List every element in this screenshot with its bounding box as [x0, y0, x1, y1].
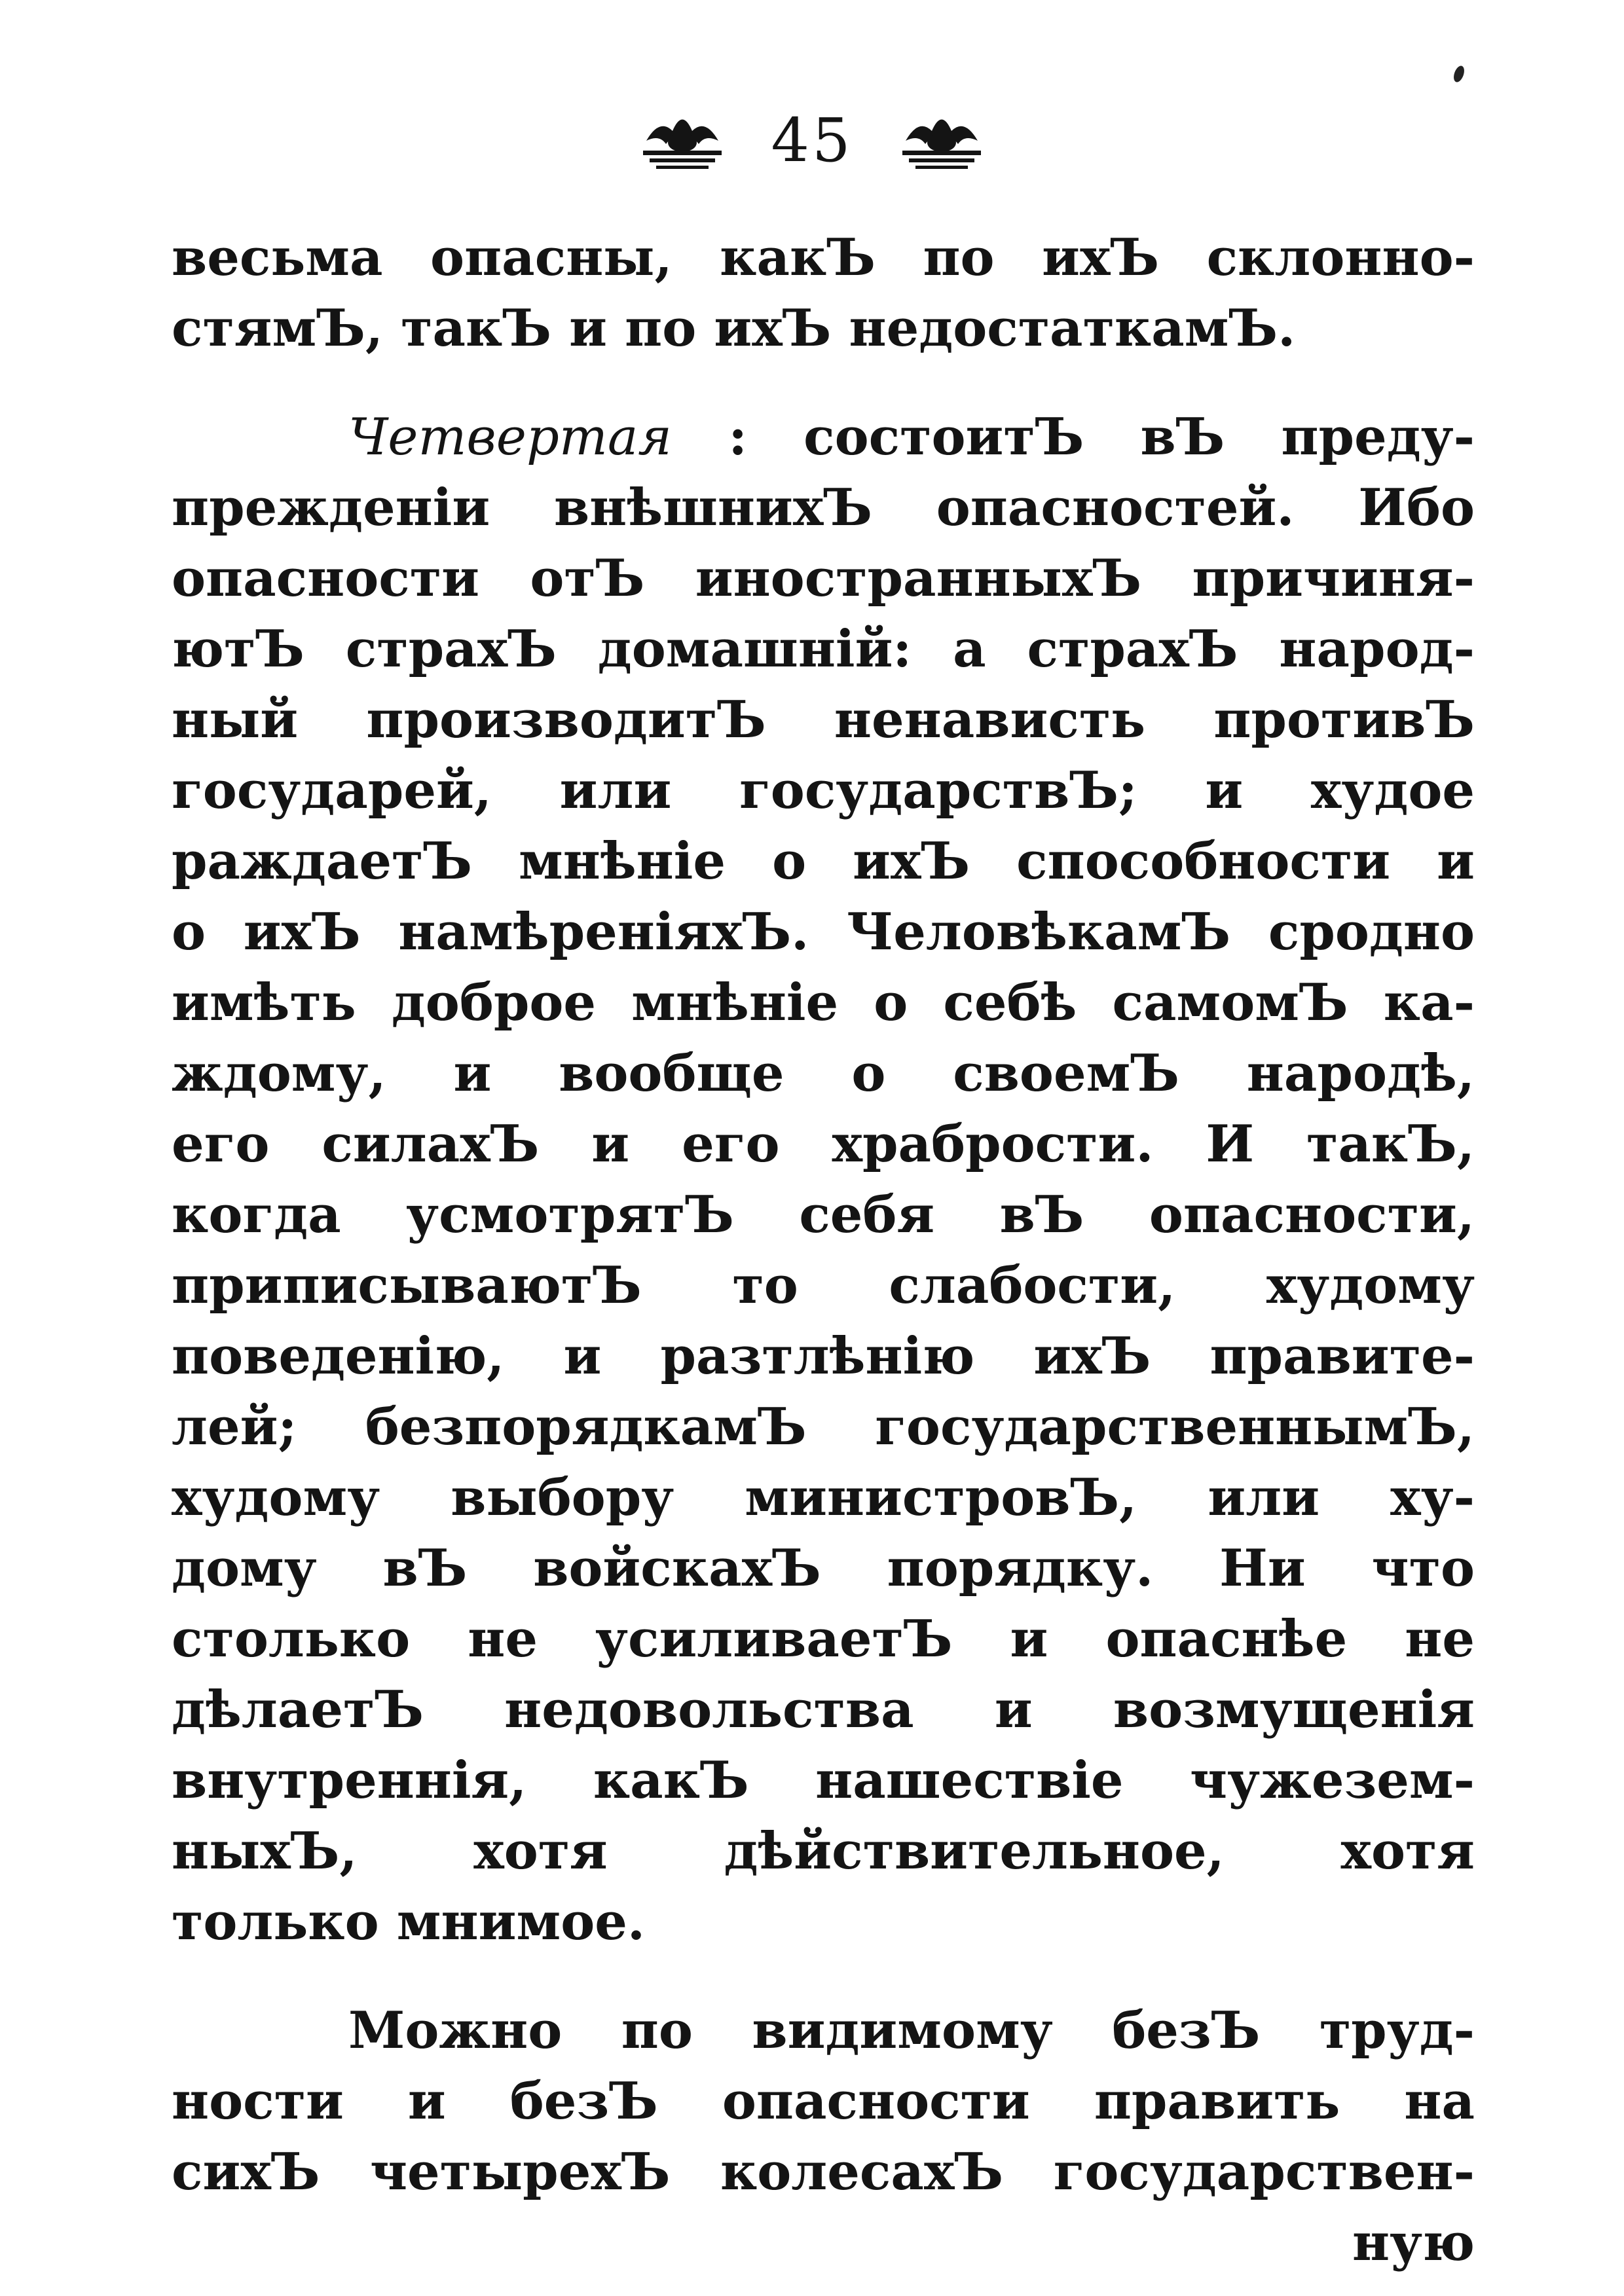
text-line: сихЪ четырехЪ колесахЪ государствен- [172, 2142, 1475, 2202]
text-line: лей; безпорядкамЪ государственнымЪ, [172, 1397, 1475, 1457]
text-line: дѣлаетЪ недовольства и возмущенія [172, 1680, 1475, 1740]
ink-speck [1452, 64, 1466, 83]
text-line: внутреннія, какЪ нашествіе чужезем- [172, 1751, 1475, 1810]
text-line: его силахЪ и его храбрости. И такЪ, [172, 1114, 1475, 1174]
text-line: ныхЪ, хотя дѣйствительное, хотя [172, 1821, 1475, 1881]
catchword: ную [1352, 2213, 1475, 2272]
text-line: худому выбору министровЪ, или ху- [172, 1468, 1475, 1527]
text-line [172, 402, 1475, 473]
text-line: имѣть доброе мнѣніе о себѣ самомЪ ка- [172, 973, 1475, 1032]
paragraph-lead: Четвертая [348, 408, 673, 467]
text-line: государей, или государствЪ; и худое [172, 761, 1475, 820]
text-line: поведенію, и разтлѣнію ихЪ правите- [172, 1326, 1475, 1386]
text-line-fragment: : состоитЪ вЪ преду- [728, 407, 1475, 467]
text-line: приписываютЪ то слабости, худому [172, 1256, 1475, 1315]
text-line: раждаетЪ мнѣніе о ихЪ способности и [172, 831, 1475, 891]
text-line: когда усмотрятЪ себя вЪ опасности, [172, 1185, 1475, 1245]
text-line: ный производитЪ ненависть противЪ [172, 690, 1475, 750]
text-line: стямЪ, такЪ и по ихЪ недостаткамЪ. [172, 299, 1296, 358]
text-line: о ихЪ намѣреніяхЪ. ЧеловѣкамЪ сродно [172, 902, 1475, 962]
text-line: ности и безЪ опасности править на [172, 2071, 1475, 2131]
text-line: прежденіи внѣшнихЪ опасностей. Ибо [172, 478, 1475, 538]
body-text [172, 223, 1475, 2278]
text-line: дому вЪ войскахЪ порядку. Ни что [172, 1539, 1475, 1598]
text-line: столько не усиливаетЪ и опаснѣе не [172, 1609, 1475, 1669]
text-line: весьма опасны, какЪ по ихЪ склонно- [172, 228, 1475, 287]
text-line: Можно по видимому безЪ труд- [348, 2001, 1475, 2060]
page-header [0, 105, 1624, 177]
crowned-vignette-icon [893, 105, 991, 177]
text-line: только мнимое. [172, 1892, 646, 1952]
text-line: опасности отЪ иностранныхЪ причиня- [172, 549, 1475, 608]
text-line: ждому, и вообще о своемЪ народѣ, [172, 1044, 1475, 1103]
page-number: 45 [771, 105, 853, 175]
crowned-vignette-icon [633, 105, 731, 177]
text-line: ютЪ страхЪ домашній: а страхЪ народ- [172, 619, 1475, 679]
